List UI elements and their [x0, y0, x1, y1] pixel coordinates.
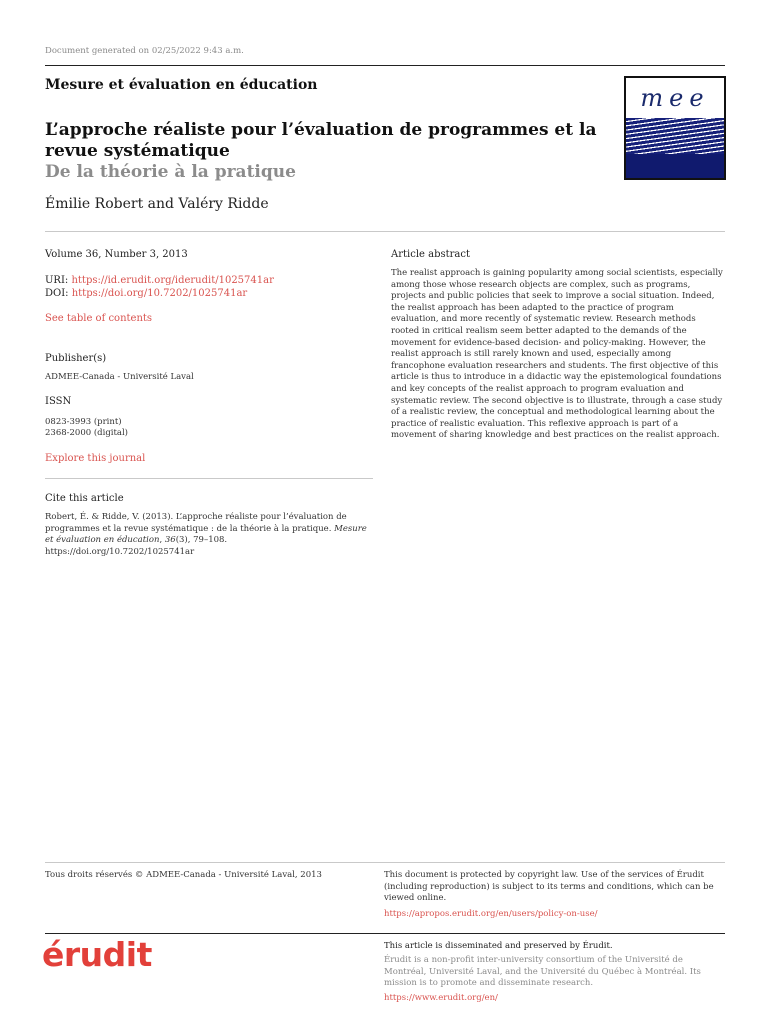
issn-label: ISSN: [45, 396, 72, 407]
erudit-logo[interactable]: érudit: [42, 935, 152, 974]
uri-label: URI:: [45, 275, 72, 286]
uri-link[interactable]: https://id.erudit.org/iderudit/1025741ar: [71, 275, 274, 286]
doi-link[interactable]: https://doi.org/10.7202/1025741ar: [71, 288, 248, 299]
article-title: L’approche réaliste pour l’évaluation de programmes et la revue systématique: [45, 120, 597, 161]
citation-text: [45, 512, 370, 558]
erudit-link[interactable]: https://www.erudit.org/en/: [384, 993, 498, 1003]
cite-divider: [45, 478, 373, 479]
footer-divider-strong: [45, 933, 725, 934]
footer-divider: [45, 862, 725, 863]
header-divider: [45, 65, 725, 66]
uri-line: [45, 275, 274, 286]
article-authors: Émilie Robert and Valéry Ridde: [45, 196, 269, 212]
generated-date: Document generated on 02/25/2022 9:43 a.m.: [45, 46, 244, 56]
citation-part-a: Robert, É. & Ridde, V. (2013). L’approche réaliste pour l’évaluation de programmes et la revue systématique : de la théorie à la pratique.: [45, 512, 347, 534]
abstract-text: The realist approach is gaining popularity among social scientists, especially among those whose research objects are complex, such as programs, projects and public policies that seek to improve a social situation. Indeed, the realist approach has been adapted to the practice of program evaluation, and more recently of systematic review. Research methods rooted in critical realism seem better adapted to the demands of the movement for evidence-based decision- and policy-making. However, the realist approach is still rarely known and used, especially among francophone evaluation researchers and students. The first objective of this article is thus to introduce in a didactic way the epistemological foundations and key concepts of the realist approach to program evaluation and systematic review. The second objective is to illustrate, through a case study of a realistic review, the conceptual and methodological learning about the practice of realistic evaluation. This reflexive approach is part of a movement of sharing knowledge and best practices on the realist approach.: [391, 268, 723, 441]
section-divider: [45, 231, 725, 232]
journal-logo: [624, 76, 726, 180]
citation-journal: Mesure et évaluation en éducation: [45, 523, 367, 545]
issn-print: 0823-3993 (print): [45, 417, 122, 427]
abstract-label: Article abstract: [391, 249, 470, 260]
citation-part-b: (3), 79–108. https://doi.org/10.7202/1025741ar: [45, 535, 228, 557]
issn-digital: 2368-2000 (digital): [45, 428, 128, 438]
consortium-notice: Érudit is a non-profit inter-university consortium of the Université de Montréal, Université Laval, and the Université du Québec à Montréal. Its mission is to promote and disseminate research.: [384, 955, 701, 988]
table-of-contents-link[interactable]: See table of contents: [45, 313, 153, 324]
cite-label: Cite this article: [45, 493, 124, 504]
disseminated-notice: This article is disseminated and preserved by Érudit.: [384, 941, 613, 951]
rights-notice: Tous droits réservés © ADMEE-Canada - Université Laval, 2013: [45, 870, 322, 880]
citation-volume: 36: [164, 535, 176, 545]
logo-band: [626, 154, 724, 180]
publisher-value: ADMEE-Canada - Université Laval: [45, 372, 194, 382]
doi-label: DOI:: [45, 288, 72, 299]
article-subtitle: De la théorie à la pratique: [45, 162, 296, 182]
policy-link[interactable]: https://apropos.erudit.org/en/users/policy-on-use/: [384, 909, 598, 919]
citation-sep: ,: [159, 535, 165, 545]
copyright-notice: This document is protected by copyright law. Use of the services of Érudit (including reproduction) is subject to its terms and conditions, which can be viewed online.: [384, 870, 714, 903]
journal-title: Mesure et évaluation en éducation: [45, 77, 318, 93]
doi-line: [45, 288, 247, 299]
publisher-label: Publisher(s): [45, 353, 107, 364]
volume-info: Volume 36, Number 3, 2013: [45, 249, 188, 260]
logo-text: mee: [640, 84, 710, 112]
explore-journal-link[interactable]: Explore this journal: [45, 453, 146, 464]
